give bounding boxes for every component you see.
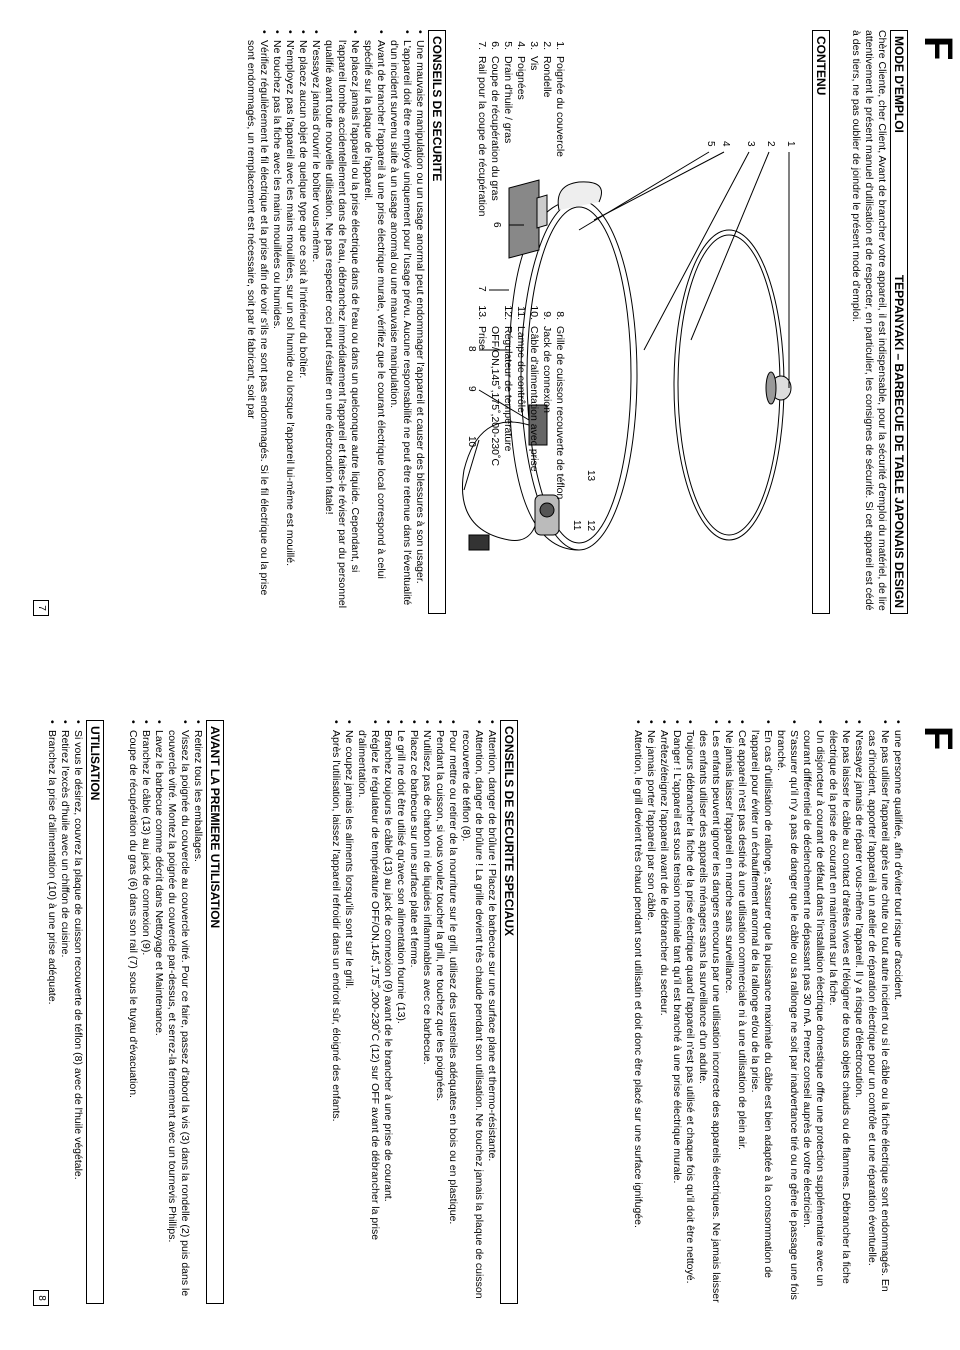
- bullet-item: • Attention, danger de brûlure ! Placez le barbecue sur une surface plane et thermo-résistante.: [485, 720, 498, 1304]
- diagram-label-1: 1: [785, 141, 796, 147]
- special-safety-title: CONSEILS DE SECURITE SPECIAUX: [500, 720, 518, 1304]
- bullet-item: • Avant de brancher l'appareil à une prise électrique murale, vérifiez que le courant électrique local correspond à celui spécifié sur la plaque de l'appareil.: [361, 30, 387, 614]
- bullet-item: • Attention, danger de brûlure ! La grille devient très chaude pendant son utilisation. Ne touchez jamais la plaque de cuisson recouverte de téflon (8).: [459, 720, 485, 1304]
- intro-paragraph: Chère Cliente, cher Client, Avant de brancher votre appareil, il est indispensable, pour la sécurité d'emploi du matériel, de lire attentivement le présent manuel d'utilisation et de respecter, en particulier, les consignes de sécurité. Si cet appareil est cédé à des tiers, ne pas oublier de joindre le présent mode d'emploi.: [850, 30, 888, 611]
- part-name: OFF/ON,145˚,175˚,200-230˚C: [489, 326, 501, 467]
- first-use-list: [126, 720, 204, 1304]
- bullet-item: • N'essayez jamais d'ouvrir le boîtier vous-même.: [309, 30, 322, 614]
- bullet-item: • une personne qualifiée, afin d'éviter tout risque d'accident.: [891, 720, 904, 1304]
- parts-list-item: [501, 300, 514, 600]
- parts-list-item: [553, 30, 566, 280]
- part-number: 1.: [554, 41, 566, 50]
- bullet-item: • Ne coupez jamais les aliments lorsqu'ils sont sur le grill.: [342, 720, 355, 1304]
- bullet-item: • Danger ! L'appareil est sous tension nominale tant qu'il est branché à une prise électrique murale.: [670, 720, 683, 1304]
- bullet-item: • Placez ce barbecue sur une surface plate et ferme.: [407, 720, 420, 1304]
- diagram-label-13: 13: [585, 470, 596, 482]
- part-number: 9.: [541, 311, 553, 320]
- safety-title: CONSEILS DE SECURITE: [428, 30, 446, 614]
- diagram-label-2: 2: [765, 141, 776, 147]
- part-number: 2.: [541, 41, 553, 50]
- bullet-item: • Un disjoncteur à courant de défaut dans l'installation électrique domestique offre une protection supplémentaire avec un courant différentiel de déclenchement ne dépassant pas 30 mA. Prenez conseil auprès de votre électricien.: [800, 720, 826, 1304]
- part-name: Rondelle: [541, 56, 553, 98]
- diagram-label-9: 9: [466, 386, 477, 392]
- part-number: 13.: [476, 305, 488, 320]
- bullet-item: • Retirez tous les emballages.: [191, 720, 204, 1304]
- bullet-item: • S'assurer qu'il n'y a pas de danger que le câble ou sa rallonge ne soit par inadvertance tiré ou ne gêne le passage une fois branché.: [774, 720, 800, 1304]
- page-number-8: 8: [33, 1290, 49, 1306]
- language-letter: F: [916, 36, 960, 61]
- bullet-item: • Ne jamais laisser l'appareil en marche sans surveillance.: [722, 720, 735, 1304]
- parts-list-item: [514, 30, 527, 280]
- bullet-item: • Pendant la cuisson, si vous voulez toucher la grill, ne touchez que les poignées.: [433, 720, 446, 1304]
- part-name: Rail pour la coupe de récupération: [476, 56, 488, 217]
- part-name: Lampe de contrôle: [515, 326, 527, 413]
- bullet-item: • Branchez toujours le câble (13) au jack de connexion (9) avant de le brancher à une prise de courant.: [381, 720, 394, 1304]
- part-number: 3.: [528, 41, 540, 50]
- part-number: 8.: [554, 311, 566, 320]
- bullet-item: • L'appareil doit être employé uniquement pour l'usage prévu. Aucune responsabilité ne peut être retenue dans l'éventualité d'un incident survenu suite à un usage anormal ou une mauvaise manipulation.: [387, 30, 413, 614]
- bullet-item: • Ne jamais porter l'appareil par son câble.: [644, 720, 657, 1304]
- part-number: 5.: [502, 41, 514, 50]
- bullet-item: • En cas d'utilisation de rallonge, s'assurer que la puissance maximale du câble est bien adaptée à la consommation de l'appareil pour éviter un échauffement anormal de la rallonge et/ou de la prise.: [748, 720, 774, 1304]
- bullet-item: • Retirez l'excès d'huile avec un chiffon de cuisine.: [58, 720, 71, 1304]
- bullet-item: • Le grill ne doit être utilisé qu'avec son alimentation fournie (13).: [394, 720, 407, 1304]
- bullet-item: • N'utilisez pas de charbon ni de liquides inflammables avec ce barbecue.: [420, 720, 433, 1304]
- safety-continued-list: [631, 720, 904, 1304]
- bullet-item: • Branchez la prise d'alimentation (10) à une prise adéquate.: [45, 720, 58, 1304]
- use-title: UTILISATION: [86, 720, 104, 1304]
- diagram-label-8: 8: [466, 346, 477, 352]
- parts-list-item: [540, 30, 553, 280]
- language-letter-8: F: [916, 726, 960, 751]
- bullet-item: • Attention, le grill devient très chaud pendant sont utilisatin et doit donc être placé sur une surface ignifugée.: [631, 720, 644, 1304]
- bullet-item: • Si vous le désirez, couvrez la plaque de cuisson recouverte de téflon (8) avec de l'huile végétale.: [71, 720, 84, 1304]
- parts-list-col1: [475, 30, 566, 280]
- part-name: Vis: [528, 56, 540, 71]
- part-number: 6.: [489, 41, 501, 50]
- bullet-item: • Ne placez aucun objet de quelque type que ce soit à l'intérieur du boîtier.: [296, 30, 309, 614]
- bullet-item: • Pour mettre ou retirer de la nourriture sur le grill, utilisez des ustensiles adéquates en bois ou en plastique.: [446, 720, 459, 1304]
- title-right: TEPPANYAKI – BARBECUE DE TABLE JAPONAIS DESIGN: [892, 274, 906, 608]
- bullet-item: • Ne placez jamais l'appareil ou la prise électrique dans de l'eau ou dans un quelconque autre liquide. Cependant, si l'appareil tombe accidentellement dans de l'eau, débranchez immédiatement l'appareil et faites-le réviser par du personnel qualifié avant toute nouvelle utilisation. Ne pas respecter ceci peut résulter en une électrocution fatale!: [322, 30, 361, 614]
- part-name: Poignées: [515, 56, 527, 100]
- parts-list-item: [540, 300, 553, 600]
- parts-list-item: [527, 300, 540, 600]
- safety-list: [244, 30, 426, 614]
- bullet-item: • N'essayez jamais de réparer vous-même l'appareil. Il y a risque d'électrocution.: [852, 720, 865, 1304]
- part-number: 7.: [476, 41, 488, 50]
- part-name: Grille de cuisson recouverte de téflon: [554, 326, 566, 500]
- bullet-item: • Ne touchez pas la fiche avec les mains mouillées ou humides.: [270, 30, 283, 614]
- part-name: Câble d'alimentation avec prise: [528, 326, 540, 472]
- parts-list-item: [501, 30, 514, 280]
- bullet-item: • N'employez pas l'appareil avec les mains mouillées, sur un sol humide ou lorsque l'appareil lui-même est mouillé.: [283, 30, 296, 614]
- contents-title: CONTENU: [812, 30, 830, 614]
- first-use-title: AVANT LA PREMIERE UTILISATION: [206, 720, 224, 1304]
- intro-text: [849, 30, 888, 614]
- diagram-label-12: 12: [585, 520, 596, 532]
- bullet-item: • Cet appareil n'est pas destiné à une utilisation commerciale ni à une utilisation de plein air.: [735, 720, 748, 1304]
- diagram-label-5: 5: [705, 141, 716, 147]
- bullet-item: • Après l'utilisation, laissez l'appareil refroidir dans un endroit sûr, éloigné des enfants.: [329, 720, 342, 1304]
- special-safety-list: [329, 720, 498, 1304]
- part-number: [488, 300, 501, 320]
- diagram-label-6: 6: [491, 222, 502, 228]
- bullet-item: • Réglez le régulateur de température OFF/ON,145˚,175˚,200-230˚C (12) sur OFF avant de débrancher la prise d'alimentation.: [355, 720, 381, 1304]
- bullet-item: • Une mauvaise manipulation ou un usage anormal peut endommager l'appareil et causer des blessures à son usager.: [413, 30, 426, 614]
- part-name: Prise: [476, 326, 488, 350]
- diagram-label-11: 11: [571, 520, 582, 531]
- use-list: [45, 720, 84, 1304]
- diagram-label-4: 4: [720, 141, 731, 147]
- page-8: [0, 690, 960, 1350]
- parts-list-col2: [475, 300, 566, 600]
- diagram-label-10: 10: [466, 436, 477, 448]
- part-number: 12.: [502, 305, 514, 320]
- title-bar: [890, 30, 908, 614]
- parts-list-item: [527, 30, 540, 280]
- bullet-item: • Toujours débrancher la fiche de la prise électrique quand l'appareil n'est pas utilisé et chaque fois qu'il doit être nettoyé.: [683, 720, 696, 1304]
- bullet-item: • Branchez le câble (13) au jack de connexion (9).: [139, 720, 152, 1304]
- page-number-7: 7: [33, 600, 49, 616]
- part-name: Jack de connexion: [541, 326, 553, 413]
- bullet-item: • Coupe de récupération du gras (6) dans son rail (7) sous le tuyau d'évacuation.: [126, 720, 139, 1304]
- page-7: [0, 0, 960, 660]
- parts-list-item: [488, 30, 501, 280]
- parts-list-item: [475, 30, 488, 280]
- part-name: Poignée du couvercle: [554, 56, 566, 157]
- title-left: MODE D'EMPLOI: [892, 36, 906, 133]
- parts-list-item: [488, 300, 501, 600]
- bullet-item: • Vissez la poignée du couvercle au couvercle vitré. Pour ce faire, passez d'abord la vis (3) dans la rondelle (2) puis dans le couvercle vitré. Montez la poignée du couvercle par-dessus, et serrez-la fermement avec un tournevis Phillips.: [165, 720, 191, 1304]
- part-number: 4.: [515, 41, 527, 50]
- bullet-item: • Ne pas laisser le câble au contact d'arêtes vives et l'éloigner de tous objets chauds ou de flammes. Débrancher la fiche électrique de la prise de courant en maintenant sur la fiche.: [826, 720, 852, 1304]
- part-name: Drain d'huile / gras: [502, 56, 514, 144]
- diagram-label-3: 3: [745, 141, 756, 147]
- part-number: 10.: [528, 305, 540, 320]
- parts-list-item: [553, 300, 566, 600]
- part-name: Coupe de récupération du gras: [489, 56, 501, 201]
- part-name: Régulateur de température: [502, 326, 514, 452]
- bullet-item: • Ne pas utiliser l'appareil après une chute ou tout autre incident ou si le câble ou la fiche électrique sont endommagés. En cas d'incident, apporter l'appareil à un atelier de réparation électrique pour un contrôle et une réparation éventuelle.: [865, 720, 891, 1304]
- bullet-item: • Vérifiez régulièrement le fil électrique et la prise afin de voir s'ils ne sont pas endommagés. Si le fil électrique ou la prise sont endommagés, un remplacement est nécessaire, soit par le fabricant, soit par: [244, 30, 270, 614]
- part-number: 11.: [515, 306, 527, 320]
- bullet-item: • Les enfants peuvent ignorer les dangers encourus par une utilisation incorrecte des appareils électriques. Ne jamais laisser des enfants utiliser des appareils ménagers sans la surveillance d'un adulte.: [696, 720, 722, 1304]
- parts-list-item: [475, 300, 488, 600]
- diagram-label-7: 7: [476, 286, 487, 292]
- parts-list-item: [514, 300, 527, 600]
- bullet-item: • Lavez le barbecue comme décrit dans Nettoyage et Maintenance.: [152, 720, 165, 1304]
- bullet-item: • Arrêtez/éteignez l'appareil avant de le débrancher du secteur.: [657, 720, 670, 1304]
